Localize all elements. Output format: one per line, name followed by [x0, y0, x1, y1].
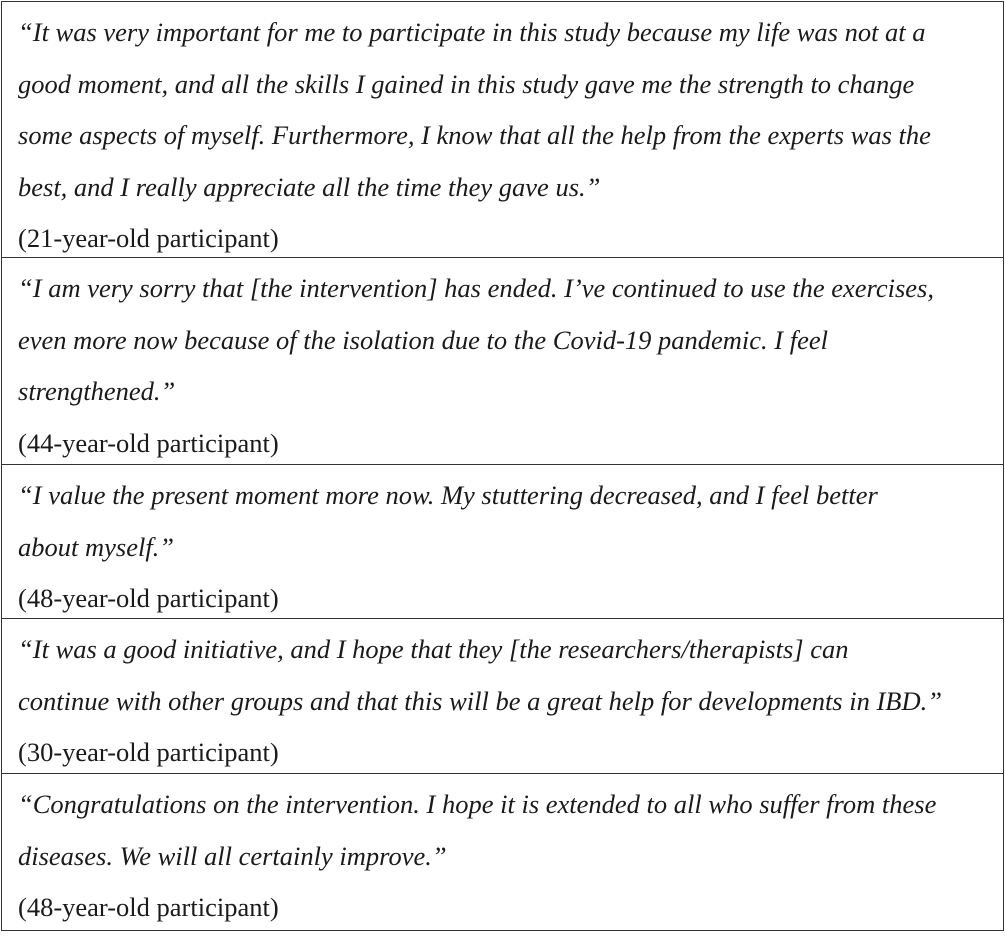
quote-text [18, 263, 1003, 418]
quote-line: “It was very important for me to participate in this study because my life was not at a [18, 17, 926, 47]
participant-attribution: (30-year-old participant) [18, 737, 279, 767]
quote-line: “Congratulations on the intervention. I hope it is extended to all who suffer from these [18, 789, 937, 819]
quote-row [2, 773, 1003, 930]
quote-line: strengthened.” [18, 376, 176, 406]
quote-text [18, 7, 1003, 213]
quote-line: even more now because of the isolation due to the Covid-19 pandemic. I feel [18, 324, 829, 355]
quote-text [18, 624, 1003, 727]
quote-line: about myself.” [18, 531, 175, 562]
quote-line: “I value the present moment more now. My stuttering decreased, and I feel better [18, 480, 878, 510]
quote-line: diseases. We will all certainly improve.” [18, 840, 447, 871]
quote-line: “I am very sorry that [the intervention] has ended. I’ve continued to use the exercises, [18, 273, 934, 303]
quote-line: continue with other groups and that this will be a great help for developments in IBD.” [18, 685, 942, 716]
quote-line: best, and I really appreciate all the time they gave us.” [18, 171, 601, 202]
quote-line: some aspects of myself. Furthermore, I know that all the help from the experts was the [18, 120, 931, 150]
quote-text [18, 470, 1003, 573]
quote-row [2, 257, 1003, 464]
quotes-table [1, 1, 1004, 931]
participant-attribution: (48-year-old participant) [18, 583, 279, 613]
participant-attribution: (44-year-old participant) [18, 427, 279, 458]
quote-line: “It was a good initiative, and I hope that they [the researchers/therapists] can [18, 634, 849, 664]
quote-row [2, 618, 1003, 773]
participant-attribution: (48-year-old participant) [18, 892, 279, 922]
quote-row [2, 2, 1003, 257]
quote-line: good moment, and all the skills I gained in this study gave me the strength to change [18, 68, 915, 99]
quote-text [18, 779, 1003, 882]
participant-attribution: (21-year-old participant) [18, 223, 279, 253]
quote-row [2, 464, 1003, 618]
